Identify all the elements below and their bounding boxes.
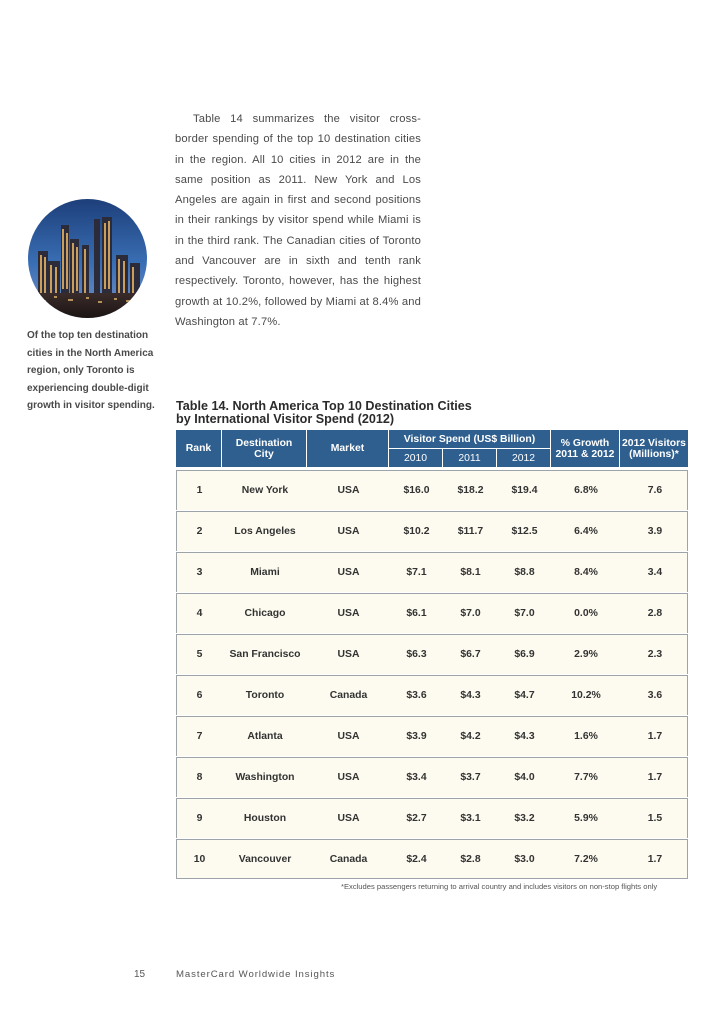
cell-city: Vancouver [238,853,292,865]
cell-rank: 8 [196,772,203,783]
cell-spend-2011: $3.1 [460,813,481,824]
header-city-line1: Destination [235,437,293,449]
table-row [176,839,688,879]
header-2010-label: 2010 [403,452,428,464]
cell-spend-2012: $8.8 [514,567,535,578]
cell-spend-2012: $19.4 [511,485,538,496]
cell-growth: 7.2% [574,853,598,865]
page-number: 15 [134,969,146,980]
table-title-line2: by International Visitor Spend (2012) [176,412,395,426]
cell-spend-2010: $16.0 [403,485,430,496]
table-row [176,757,688,797]
table-footnote: *Excludes passengers returning to arrival country and includes visitors on non-stop flights only [341,882,658,891]
cell-market: USA [337,649,360,660]
intro-text: Table 14 summarizes the visitor cross-border spending of the top 10 destination cities in the region. All 10 cities in 2012 are in the same position as 2011. New York and Los Angeles are again in first and second positions in their rankings by visitor spend while Miami is in the third rank. The Canadian cities of Toronto and Vancouver are in sixth and tenth rank respectively. Toronto, however, has the highest growth at 10.2%, followed by Miami at 8.4% and Washington at 7.7%. [175,113,421,328]
header-market [307,430,388,467]
cell-spend-2011: $8.1 [460,567,481,578]
cell-visitors: 3.9 [647,526,663,537]
cell-rank: 1 [196,485,203,496]
cell-rank: 4 [196,608,203,619]
cell-spend-2011: $7.0 [460,608,481,619]
header-growth-line2: 2011 & 2012 [555,448,615,460]
cell-visitors: 2.3 [647,649,663,660]
cell-spend-2012: $4.7 [514,690,535,701]
header-growth-line1: % Growth [560,437,610,449]
cell-spend-2012: $4.3 [514,731,535,742]
publication-footer: MasterCard Worldwide Insights [176,969,336,980]
cell-spend-2011: $11.7 [457,526,484,537]
header-growth [551,430,619,467]
table-row [176,511,688,551]
table-title [176,400,516,426]
cell-market: Canada [329,853,368,865]
header-rank [176,430,221,467]
city-skyline-photo [28,199,147,318]
cell-rank: 2 [196,526,203,537]
cell-growth: 0.0% [574,608,598,619]
cell-city: San Francisco [229,649,301,660]
cell-spend-2012: $6.9 [514,649,535,660]
table-row [176,634,688,674]
cell-city: Washington [235,772,295,783]
cell-city: Los Angeles [234,526,296,537]
cell-spend-2012: $3.2 [514,813,535,824]
cell-rank: 10 [193,853,206,865]
cell-rank: 3 [196,567,203,578]
table-row [176,675,688,715]
table-title-line1: Table 14. North America Top 10 Destination Cities [176,399,472,413]
table-body [176,470,688,880]
cell-spend-2010: $3.4 [406,772,427,783]
cell-growth: 10.2% [571,690,601,701]
cell-spend-2011: $18.2 [457,485,484,496]
cell-market: Canada [329,690,368,701]
cell-market: USA [337,526,360,537]
cell-spend-2010: $7.1 [406,567,427,578]
header-visitor-spend-group [389,430,550,448]
cell-visitors: 3.6 [647,690,663,701]
cell-spend-2012: $7.0 [514,608,535,619]
cell-visitors: 2.8 [647,608,663,619]
table-row [176,552,688,592]
cell-rank: 6 [196,690,203,701]
cell-market: USA [337,772,360,783]
cell-spend-2012: $12.5 [511,526,538,537]
cell-visitors: 3.4 [647,567,663,578]
cell-city: Houston [243,813,287,824]
cell-growth: 6.4% [574,526,598,537]
table-row [176,798,688,838]
table-row [176,716,688,756]
header-spend-group-label: Visitor Spend (US$ Billion) [403,433,536,445]
header-year-2012 [497,449,550,467]
intro-paragraph [175,109,421,332]
cell-spend-2011: $2.8 [460,853,481,865]
cell-market: USA [337,813,360,824]
header-year-2010 [389,449,442,467]
cell-city: Atlanta [247,731,283,742]
cell-city: Miami [250,567,280,578]
cell-city: Toronto [245,690,285,701]
header-visitors [620,430,688,467]
cell-growth: 6.8% [574,485,598,496]
cell-growth: 2.9% [574,649,598,660]
cell-visitors: 1.5 [647,813,663,824]
cell-spend-2010: $6.1 [406,608,427,619]
cell-city: Chicago [244,608,286,619]
cell-spend-2011: $4.2 [460,731,481,742]
header-market-label: Market [330,443,365,454]
cell-spend-2010: $2.7 [406,813,427,824]
cell-spend-2010: $10.2 [403,526,430,537]
cell-visitors: 1.7 [647,731,663,742]
cell-city: New York [241,485,289,496]
header-destination-city [222,430,306,467]
header-2012-label: 2012 [511,452,536,464]
cell-rank: 7 [196,731,203,742]
header-rank-label: Rank [185,443,212,454]
cell-market: USA [337,567,360,578]
header-visitors-line1: 2012 Visitors [622,437,686,449]
cell-visitors: 1.7 [647,853,663,865]
table-row [176,470,688,510]
header-visitors-line2: (Millions)* [629,448,679,460]
cell-spend-2011: $3.7 [460,772,481,783]
skyline-illustration [28,199,147,318]
cell-rank: 5 [196,649,203,660]
cell-visitors: 7.6 [647,485,663,496]
cell-spend-2012: $3.0 [514,853,535,865]
cell-growth: 7.7% [574,772,598,783]
cell-visitors: 1.7 [647,772,663,783]
cell-rank: 9 [196,813,203,824]
header-year-2011 [443,449,496,467]
header-city-line2: City [254,448,274,460]
cell-spend-2010: $3.6 [406,690,427,701]
cell-spend-2010: $6.3 [406,649,427,660]
cell-growth: 5.9% [574,813,598,824]
cell-spend-2012: $4.0 [514,772,535,783]
cell-market: USA [337,608,360,619]
table-header [176,430,688,467]
cell-spend-2010: $3.9 [406,731,427,742]
cell-market: USA [337,485,360,496]
header-2011-label: 2011 [458,452,481,464]
cell-spend-2010: $2.4 [406,853,427,865]
cell-spend-2011: $6.7 [460,649,481,660]
table-row [176,593,688,633]
side-pull-quote: Of the top ten destination cities in the North America region, only Toronto is experiencing double-digit growth in visitor spending. [27,330,155,412]
cell-growth: 8.4% [574,567,598,578]
cell-market: USA [337,731,360,742]
cell-spend-2011: $4.3 [460,690,481,701]
cell-growth: 1.6% [574,731,598,742]
